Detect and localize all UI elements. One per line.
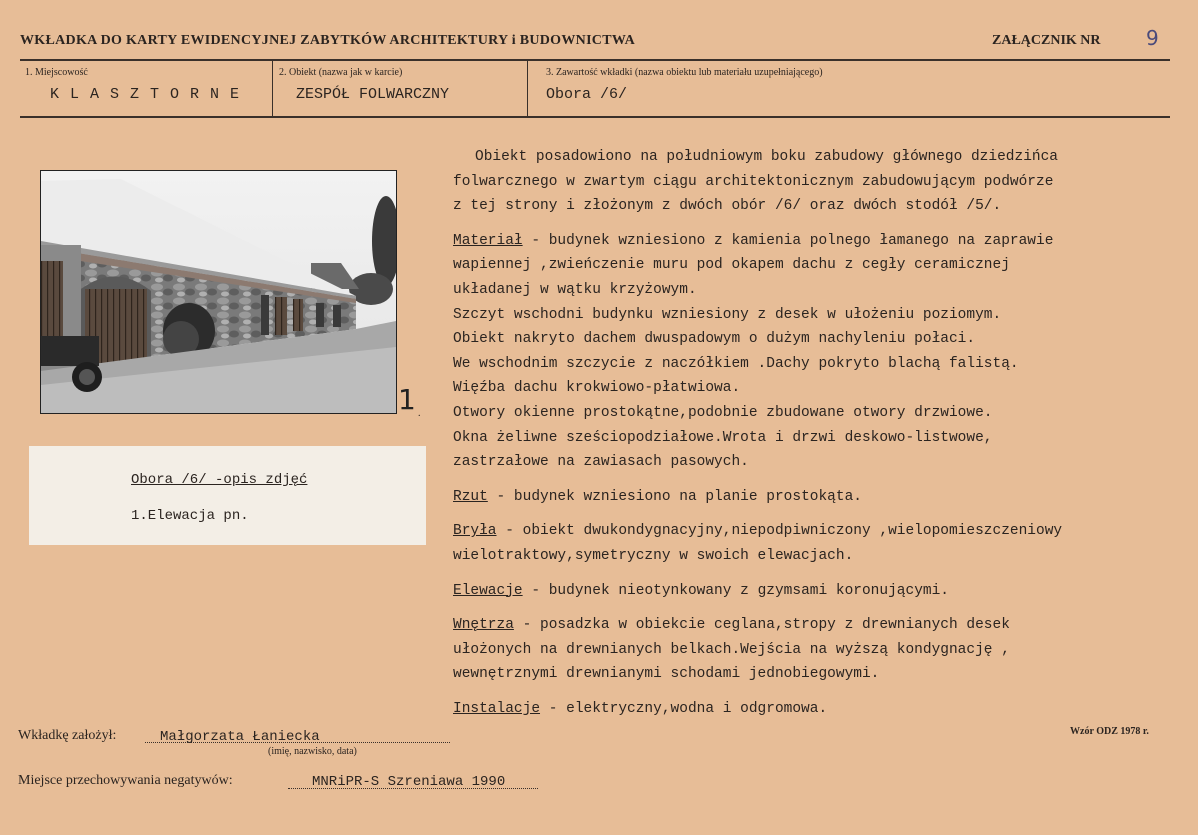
field-divider-2: [527, 61, 528, 117]
wnetrza-line: wewnętrznymi drewnianymi schodami jednobiegowymi.: [453, 666, 880, 683]
material-heading: Materiał: [453, 232, 523, 249]
content-value: Obora /6/: [546, 86, 628, 103]
material-line: We wschodnim szczycie z naczółkiem .Dachy pokryto blachą falistą.: [453, 355, 1019, 372]
attachment-number-label: ZAŁĄCZNIK NR: [992, 33, 1101, 48]
instalacje-paragraph: [453, 697, 1183, 722]
material-line: Szczyt wschodni budynku wzniesiony z desek w ułożeniu poziomym.: [453, 306, 1002, 323]
elewacje-heading: Elewacje: [453, 582, 523, 599]
rzut-text: - budynek wzniesiono na planie prostokąta.: [487, 488, 862, 505]
intro-line: folwarcznego w zwartym ciągu architektonicznym zabudowującym podwórze: [453, 173, 1054, 190]
content-label: 3. Zawartość wkładki (nazwa obiektu lub materiału uzupełniającego): [546, 67, 823, 78]
instalacje-heading: Instalacje: [453, 700, 541, 717]
bryla-line: wielotraktowy,symetryczny w swoich elewacjach.: [453, 547, 854, 564]
wnetrza-text: - posadzka w obiekcie ceglana,stropy z drewnianych desek: [513, 617, 1010, 634]
bryla-text: - obiekt dwukondygnacyjny,niepodpiwniczony ,wielopomieszczeniowy: [496, 523, 1063, 540]
wnetrza-heading: Wnętrza: [453, 617, 514, 634]
caption-item: 1.Elewacja pn.: [131, 508, 249, 524]
bryla-paragraph-first-line: [453, 519, 1183, 544]
attachment-number: 9: [1146, 26, 1159, 50]
created-by-label: Wkładkę założył:: [18, 728, 117, 743]
locality-value: K L A S Z T O R N E: [50, 86, 241, 103]
card-title: WKŁADKA DO KARTY EWIDENCYJNEJ ZABYTKÓW ARCHITEKTURY i BUDOWNICTWA: [20, 33, 636, 48]
rzut-heading: Rzut: [453, 488, 488, 505]
material-line: Więźba dachu krokwiowo-płatwiowa.: [453, 380, 741, 397]
photo-caption-box: [29, 446, 426, 545]
object-value: ZESPÓŁ FOLWARCZNY: [296, 86, 450, 103]
wnetrza-paragraph-first-line: [453, 613, 1183, 638]
form-template-id: Wzór ODZ 1978 r.: [1070, 726, 1149, 737]
caption-title: Obora /6/ -opis zdjęć: [131, 472, 308, 488]
negatives-location-value: MNRiPR-S Szreniawa 1990: [312, 774, 506, 790]
intro-line: z tej strony i złożonym z dwóch obór /6/ oraz dwóch stodół /5/.: [453, 198, 1002, 215]
header-rule-top: [20, 59, 1170, 61]
barn-photo: [40, 170, 397, 414]
negatives-location-label: Miejsce przechowywania negatywów:: [18, 773, 233, 788]
elewacje-text: - budynek nieotynkowany z gzymsami koronującymi.: [522, 582, 949, 599]
material-text: - budynek wzniesiono z kamienia polnego łamanego na zaprawie: [522, 232, 1054, 249]
locality-label: 1. Miejscowość: [25, 67, 88, 78]
material-line: Otwory okienne prostokątne,podobnie zbudowane otwory drzwiowe.: [453, 404, 993, 421]
elewacje-paragraph: [453, 579, 1183, 604]
material-line: układanej w wątku krzyżowym.: [453, 281, 697, 298]
object-label: 2. Obiekt (nazwa jak w karcie): [279, 67, 403, 78]
created-by-value: Małgorzata Łaniecka: [160, 729, 320, 745]
field-divider-1: [272, 61, 273, 117]
bryla-heading: Bryła: [453, 523, 497, 540]
photo-number-dot: .: [418, 408, 421, 419]
material-line: zastrzałowe na zawiasach pasowych.: [453, 454, 749, 471]
barn-photo-image: [41, 171, 396, 413]
material-line: wapiennej ,zwieńczenie muru pod okapem dachu z cegły ceramicznej: [453, 257, 1010, 274]
rzut-paragraph: [453, 485, 1183, 510]
created-by-hint: (imię, nazwisko, data): [268, 746, 357, 757]
intro-line: Obiekt posadowiono na południowym boku zabudowy głównego dziedzińca: [475, 149, 1058, 165]
wnetrza-line: ułożonych na drewnianych belkach.Wejścia na wyższą kondygnację ,: [453, 641, 1010, 658]
material-line: Okna żeliwne sześciopodziałowe.Wrota i drzwi deskowo-listwowe,: [453, 429, 993, 446]
instalacje-text: - elektryczny,wodna i odgromowa.: [540, 700, 828, 717]
material-line: Obiekt nakryto dachem dwuspadowym o dużym nachyleniu połaci.: [453, 331, 976, 348]
material-paragraph-first-line: [453, 229, 1183, 254]
description-body: [453, 145, 1183, 721]
photo-number: 1: [398, 383, 416, 416]
header-rule-bottom: [20, 116, 1170, 118]
